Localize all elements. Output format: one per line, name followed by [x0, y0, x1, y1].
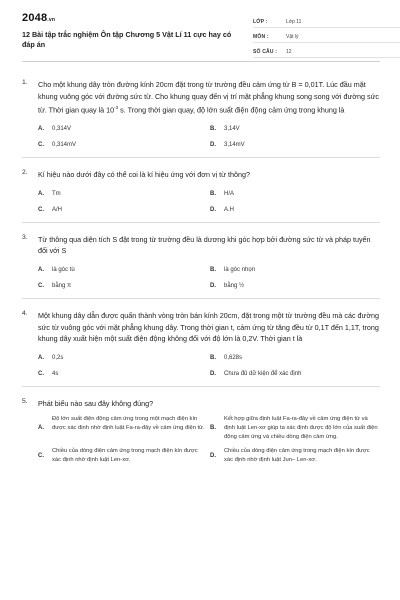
meta-value: Vật lý [286, 33, 299, 40]
question-3 [22, 234, 380, 290]
answer-options [38, 190, 380, 214]
answer-option-a[interactable]: A. 0,2s [38, 354, 64, 361]
answer-option-c[interactable]: C. Chiều của dòng điện cảm ứng trong mạch điện kín được xác định nhờ định luật Len-xơ. [38, 448, 198, 463]
answer-option-a[interactable]: A. 0,314V [38, 126, 72, 133]
meta-value: 12 [286, 48, 292, 55]
question-2 [22, 169, 380, 214]
answer-option-b[interactable]: B. là góc nhọn [210, 266, 256, 273]
question-text: Kí hiệu nào dưới đây có thể coi là kí hiệu ứng với đơn vị từ thông? [38, 170, 250, 180]
meta-row-class [253, 16, 400, 28]
meta-value: Lớp 11 [286, 18, 302, 25]
answer-option-d[interactable]: D. Chưa đủ dữ kiện để xác định [210, 370, 302, 377]
document-title: 12 Bài tập trắc nghiệm Ôn tập Chương 5 Vật Lí 11 cực hay có đáp án [22, 30, 232, 49]
answer-options [38, 266, 380, 290]
question-1 [22, 79, 380, 149]
divider [22, 222, 380, 223]
question-number: 5. [22, 397, 28, 405]
meta-label: SỐ CÂU : [253, 48, 278, 55]
logo-sub: .vn [47, 17, 56, 23]
question-number: 2. [22, 169, 28, 177]
meta-row-subject [253, 31, 400, 43]
answer-option-d[interactable]: D. A.H [210, 206, 235, 213]
divider [22, 298, 380, 299]
question-number: 1. [22, 79, 28, 86]
answer-option-b[interactable]: B. 0,628s [210, 354, 243, 361]
document-header [22, 0, 380, 62]
answer-option-c[interactable]: C. 0,314mV [38, 142, 77, 149]
logo-main: 2048 [22, 12, 48, 24]
meta-label: MÔN : [253, 33, 269, 40]
site-logo[interactable] [22, 12, 55, 24]
question-text: Phát biểu nào sau đây không đúng? [38, 398, 154, 408]
question-text: Một khung dây dẫn được quấn thành vòng tròn bán kính 20cm, đặt trong một từ trường đều mà các đường sức từ vuông góc với mặt phẳng khung dây. Trong thời gian t, cảm ứng từ tăng đều từ 0,1T đến 1,1T, trong khung dây xuất hiện một suất điện động không đổi với độ lớn là 0,2V. Thời gian t là [38, 310, 380, 344]
meta-row-count [253, 46, 400, 58]
question-text: Từ thông qua diện tích S đặt trong từ trường đều là dương khi góc hợp bởi đường sức từ và pháp tuyến đối với S [38, 234, 371, 256]
answer-option-c[interactable]: C. A/H [38, 206, 63, 213]
question-number: 3. [22, 233, 28, 241]
answer-option-d[interactable]: D. bằng ½ [210, 282, 245, 289]
answer-option-c[interactable]: C. bằng π [38, 282, 72, 289]
question-5 [22, 398, 380, 465]
divider [22, 157, 380, 158]
answer-options [38, 415, 380, 464]
answer-option-d[interactable]: D. Chiều của dòng điện cảm ứng trong mạch điện kín được xác định nhờ định luật Jun– Len-xơ. [210, 448, 370, 463]
question-4 [22, 310, 380, 378]
answer-option-c[interactable]: C. 4s [38, 370, 59, 377]
answer-option-d[interactable]: D. 3,14mV [210, 142, 245, 149]
meta-label: LỚP : [253, 18, 268, 25]
answer-option-a[interactable]: A. là góc tù [38, 266, 75, 273]
question-number: 4. [22, 309, 28, 317]
answer-options [38, 354, 380, 378]
answer-option-b[interactable]: B. 3,14V [210, 126, 240, 133]
answer-option-a[interactable]: A. Tm [38, 190, 61, 197]
answer-option-b[interactable]: B. H/A [210, 190, 235, 197]
document-meta [253, 16, 400, 61]
answer-option-a[interactable]: A. Độ lớn suất điện động cảm ứng trong một mạch điện kín được xác định nhờ định luật Fa-ra-đây về cảm ứng điện từ. [38, 416, 205, 432]
divider [22, 386, 380, 387]
answer-options [38, 125, 380, 149]
question-text: Cho một khung dây tròn đường kính 20cm đặt trong từ trường đều cảm ứng từ B = 0,01T. Lúc đầu mặt khung vuông góc với đường sức từ. Cho khung quay đến vị trí mặt phẳng khung song song với đường sức từ. Thời gian quay là $10^{-3}$ s. Trong thời gian quay, độ lớn suất điện động cảm ứng trong khung là [38, 80, 379, 115]
answer-option-b[interactable]: B. Kết hợp giữa định luật Fa-ra-đây về cảm ứng điện từ và định luật Len-xơ giúp ta xác định được độ lớn của suất điện động cảm ứng và chiều dòng điện cảm ứng. [210, 416, 378, 440]
